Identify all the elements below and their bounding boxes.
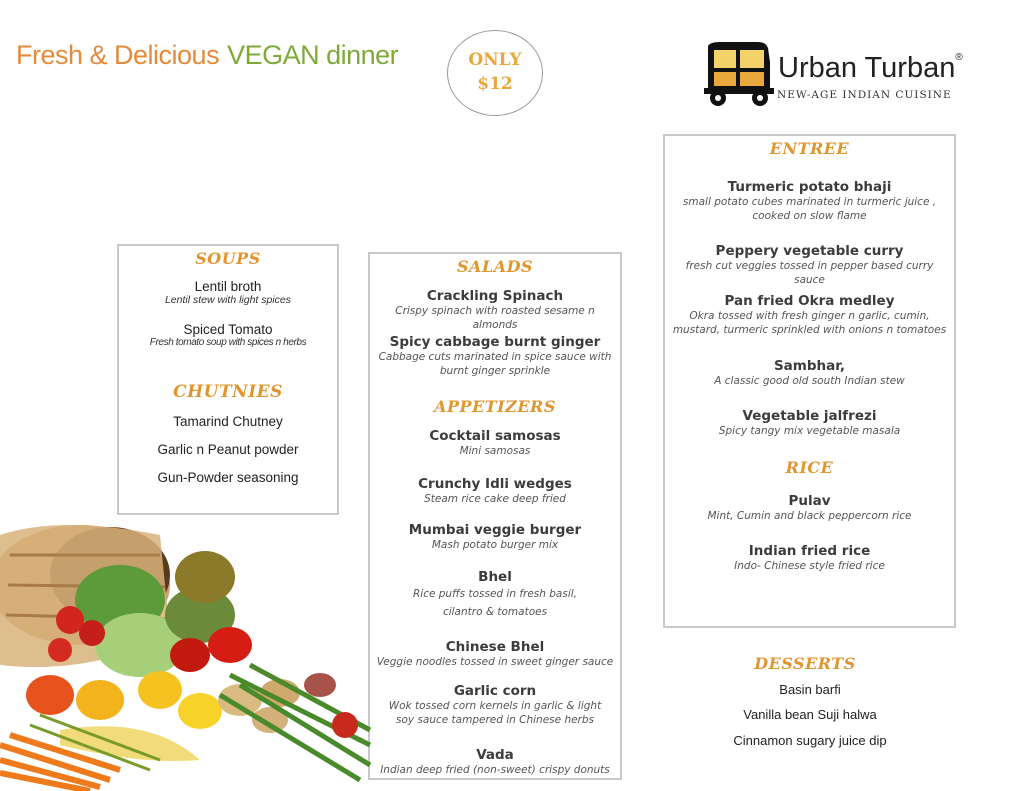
list-item: Indian fried rice Indo- Chinese style fried rice: [734, 543, 885, 572]
list-item: Vanilla bean Suji halwa: [743, 707, 877, 722]
rice-heading: RICE: [785, 458, 834, 477]
desserts-heading: DESSERTS: [754, 654, 856, 673]
brand-logo: [700, 40, 970, 110]
list-item: Chinese Bhel Veggie noodles tossed in sweet ginger sauce: [376, 639, 614, 668]
brand-name: Urban Turban®: [778, 52, 963, 84]
entree-heading: ENTREE: [769, 139, 850, 158]
badge-only: ONLY: [468, 50, 522, 70]
list-item: Spicy cabbage burnt ginger Cabbage cuts marinated in spice sauce with burnt ginger sprinkle: [378, 334, 612, 377]
list-item: Crackling Spinach Crispy spinach with roasted sesame n almonds: [395, 288, 595, 331]
list-item: Peppery vegetable curry fresh cut veggies tossed in pepper based curry sauce: [685, 243, 934, 286]
salads-appetizers-panel: [368, 252, 622, 780]
list-item: Garlic n Peanut powder: [157, 442, 299, 457]
list-item: Gun-Powder seasoning: [157, 470, 299, 485]
soups-heading: SOUPS: [195, 249, 261, 268]
brand-tagline: NEW-AGE INDIAN CUISINE: [777, 89, 952, 101]
list-item: Cocktail samosas Mini samosas: [429, 428, 561, 457]
appetizers-heading: APPETIZERS: [434, 397, 556, 416]
list-item: Cinnamon sugary juice dip: [733, 733, 887, 748]
vegetable-basket-illustration: [0, 515, 375, 791]
list-item: Vegetable jalfrezi Spicy tangy mix vegetable masala: [718, 408, 901, 437]
list-item: Turmeric potato bhaji small potato cubes marinated in turmeric juice , cooked on slow flame: [682, 179, 937, 222]
list-item: Pulav Mint, Cumin and black peppercorn rice: [707, 493, 912, 522]
list-item: Pan fried Okra medley Okra tossed with fresh ginger n garlic, cumin, mustard, turmeric sprinkled with onions n tomatoes: [672, 293, 947, 336]
soups-chutnies-panel: [117, 244, 339, 515]
list-item: Spiced Tomato Fresh tomato soup with spices n herbs: [149, 322, 307, 348]
list-item: Lentil broth Lentil stew with light spices: [164, 279, 292, 306]
list-item: Bhel Rice puffs tossed in fresh basil, cilantro & tomatoes: [412, 569, 578, 618]
chutnies-heading: CHUTNIES: [173, 382, 283, 402]
salads-heading: SALADS: [456, 257, 534, 276]
badge-price: $12: [477, 74, 513, 94]
entree-rice-panel: [663, 134, 956, 628]
headline-vegan: VEGAN dinner: [227, 40, 399, 70]
price-badge: [447, 30, 543, 116]
headline-fresh: Fresh & Delicious: [16, 40, 220, 70]
list-item: Basin barfi: [779, 682, 841, 697]
list-item: Crunchy Idli wedges Steam rice cake deep fried: [418, 476, 572, 505]
list-item: Garlic corn Wok tossed corn kernels in garlic & light soy sauce tampered in Chinese herbs: [388, 683, 602, 726]
headline: [16, 40, 398, 71]
list-item: Mumbai veggie burger Mash potato burger mix: [408, 522, 582, 551]
list-item: Vada Indian deep fried (non-sweet) crispy donuts: [380, 747, 610, 776]
auto-rickshaw-icon: [700, 40, 776, 108]
list-item: Sambhar, A classic good old south Indian stew: [714, 358, 905, 387]
list-item: Tamarind Chutney: [173, 414, 283, 429]
